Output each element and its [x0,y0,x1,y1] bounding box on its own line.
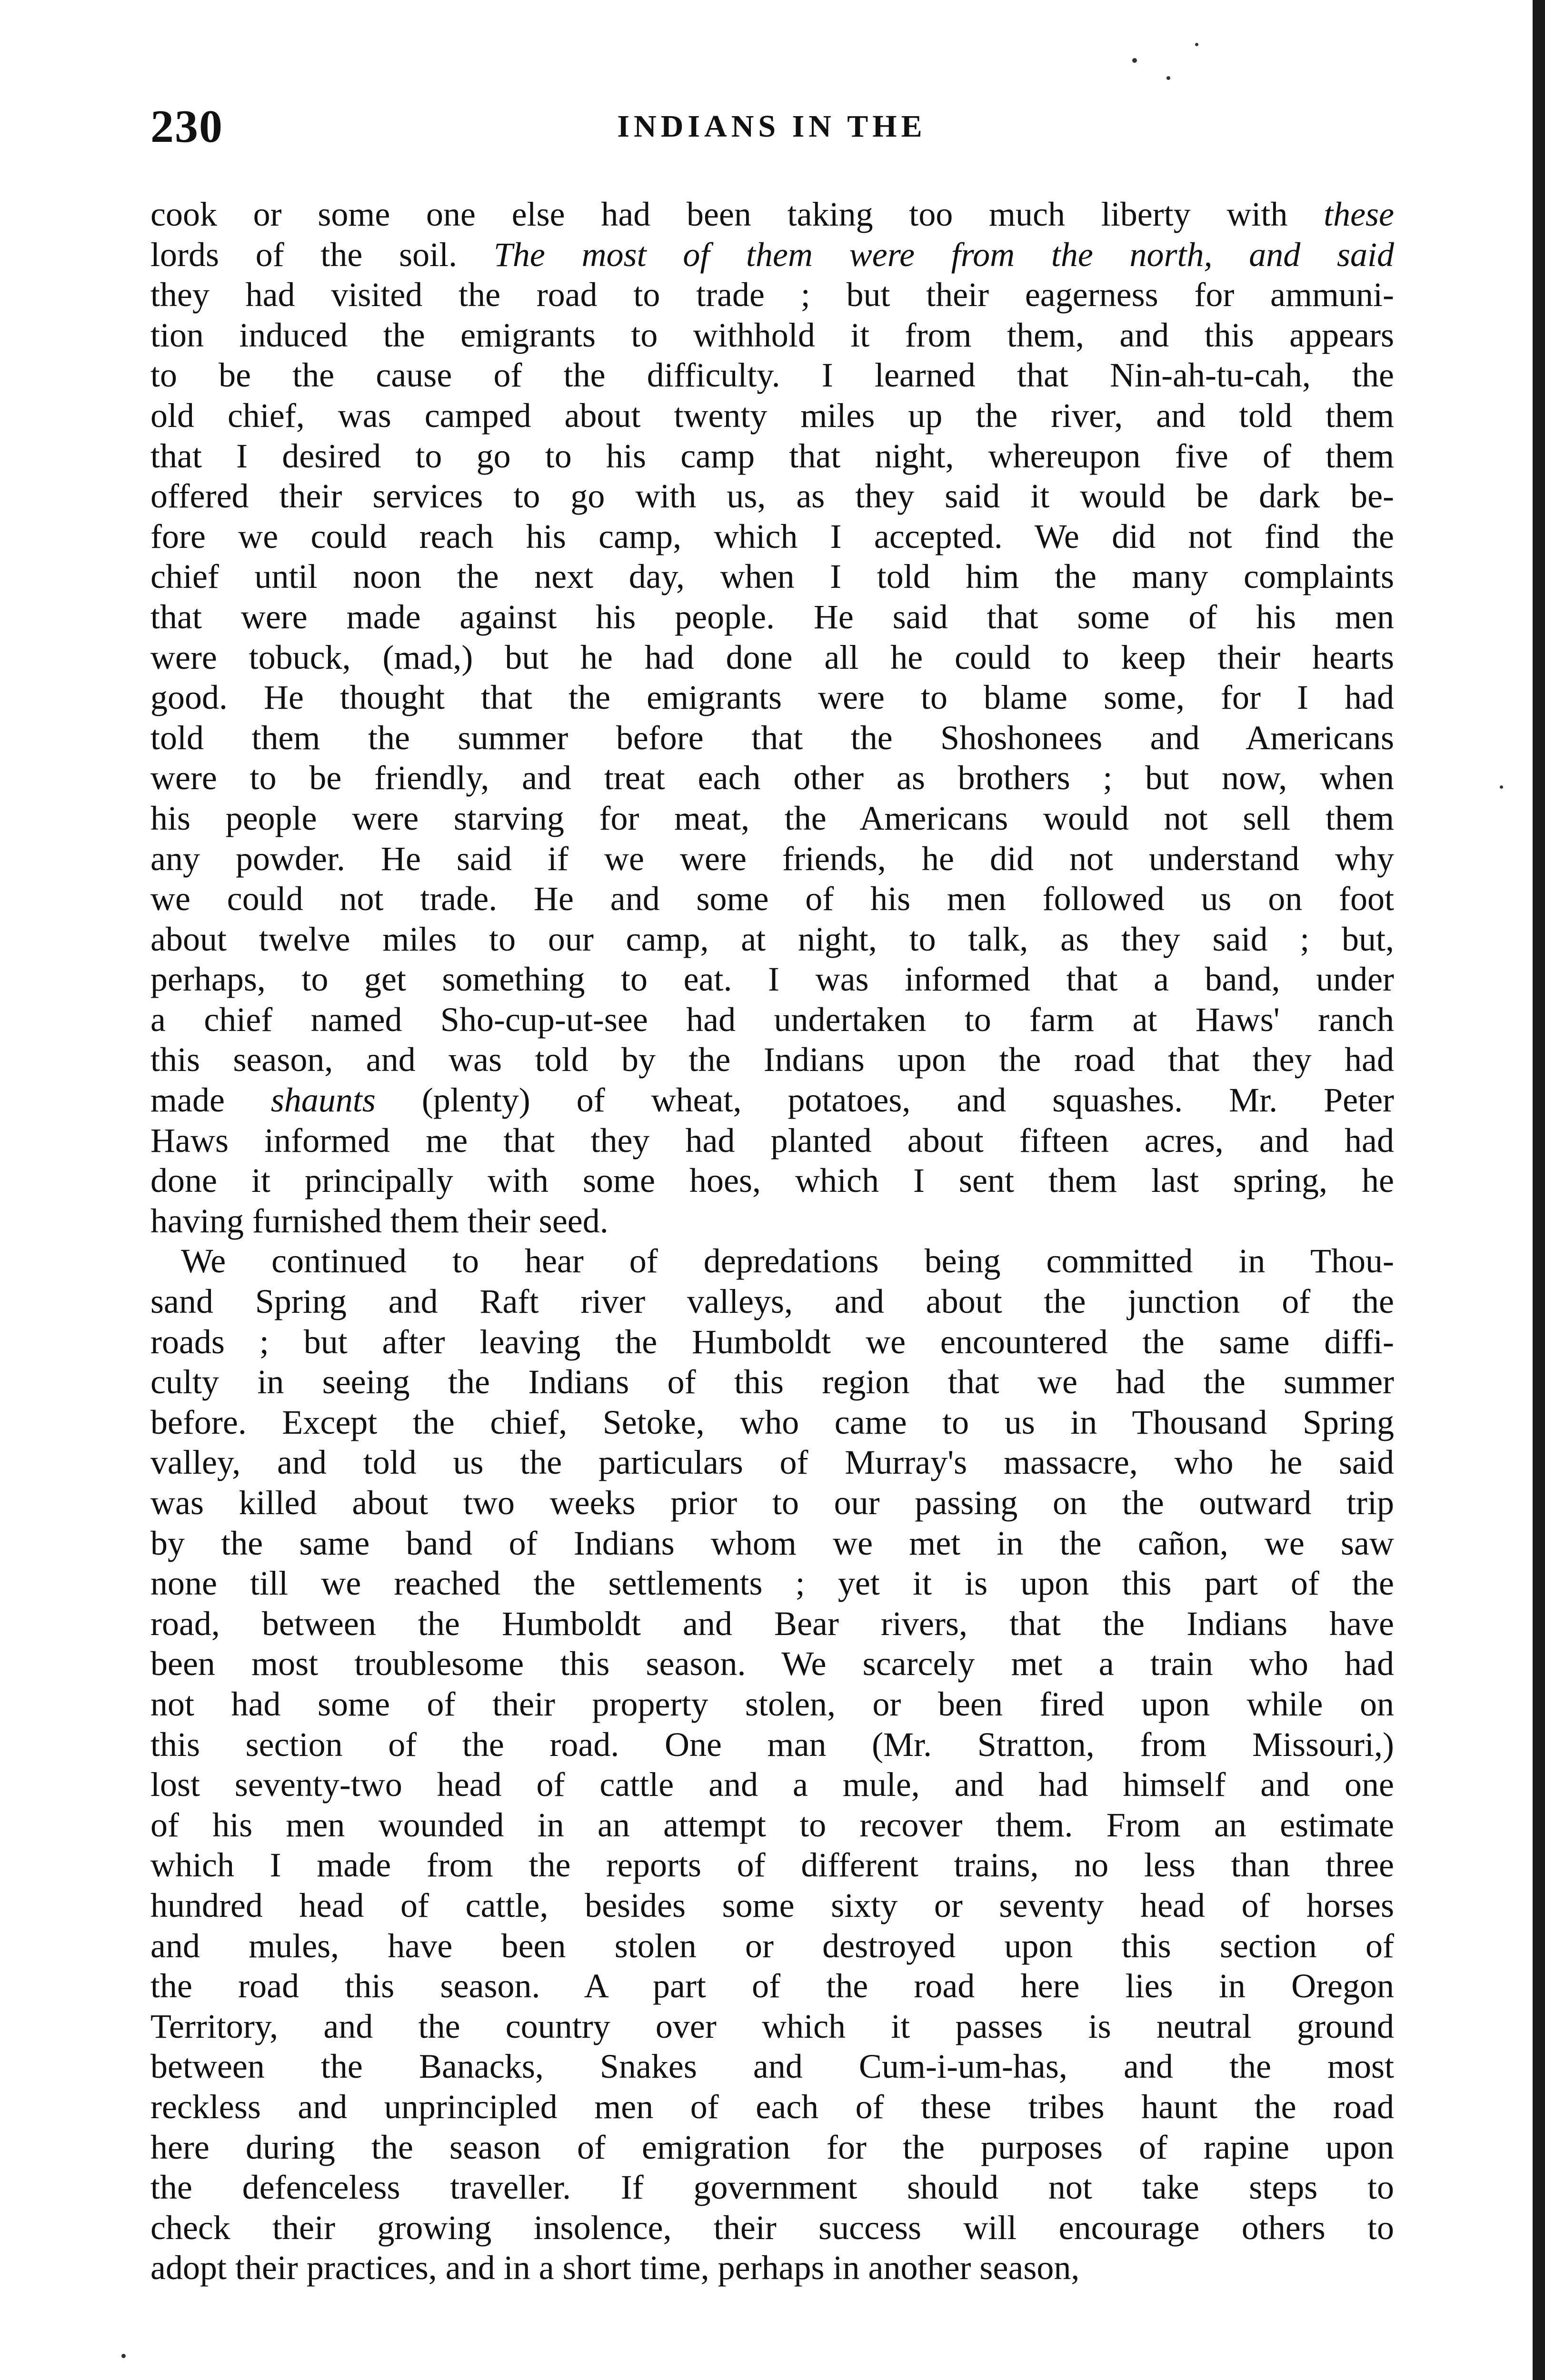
text-line [150,1402,1394,1443]
text-run: and mules, have been stolen or destroyed upon this section of [150,1926,1394,1965]
text-line [150,2167,1394,2208]
text-line [150,1362,1394,1402]
text-run: we could not trade. He and some of his men followed us on foot [150,880,1394,918]
text-line [150,1684,1394,1725]
text-run: of his men wounded in an attempt to recover them. From an estimate [150,1805,1394,1844]
text-run: valley, and told us the particulars of Murray's massacre, who he said [150,1443,1394,1482]
text-line [150,798,1394,839]
text-run: Haws informed me that they had planted about fifteen acres, and had [150,1121,1394,1160]
text-line [150,919,1394,960]
text-line [150,1483,1394,1523]
text-line [150,2127,1394,2168]
text-run: not had some of their property stolen, or been fired upon while on [150,1685,1394,1723]
scan-edge-right [1533,0,1545,2380]
text-line [150,1644,1394,1684]
text-run: this season, and was told by the Indians upon the road that they had [150,1041,1394,1079]
text-line [150,2006,1394,2047]
text-run: done it principally with some hoes, which I sent them last spring, he [150,1161,1394,1200]
text-line [150,275,1394,315]
text-line [150,476,1394,516]
text-run: before. Except the chief, Setoke, who came to us in Thousand Spring [150,1403,1394,1441]
text-run: they had visited the road to trade ; but their eagerness for ammuni- [150,276,1394,314]
text-line [150,315,1394,356]
text-line [150,879,1394,919]
text-line [150,2087,1394,2127]
text-line [150,355,1394,396]
italic-text: shaunts [270,1081,376,1120]
text-line [150,436,1394,476]
page-number: 230 [150,101,223,152]
text-run: about twelve miles to our camp, at night, to talk, as they said ; but, [150,920,1394,958]
text-run: (plenty) of wheat, potatoes, and squashes. Mr. Peter [375,1081,1395,1120]
text-line [150,1845,1394,1885]
dust-speck [121,2354,126,2358]
text-line [150,758,1394,798]
text-line [150,2208,1394,2248]
text-run: old chief, was camped about twenty miles up the river, and told them [150,396,1394,435]
text-line [150,2248,1394,2288]
text-line [150,1442,1394,1483]
text-run: none till we reached the settlements ; yet it is upon this part of the [150,1564,1394,1603]
text-line [150,1322,1394,1362]
text-line [150,1281,1394,1322]
text-line [150,597,1394,637]
text-line [150,1201,1394,1241]
text-run: here during the season of emigration for the purposes of rapine upon [150,2128,1394,2166]
text-run: check their growing insolence, their success will encourage others to [150,2208,1394,2247]
text-run: this section of the road. One man (Mr. Stratton, from Missouri,) [150,1725,1394,1764]
text-run: by the same band of Indians whom we met in the cañon, we saw [150,1524,1394,1562]
text-run: any powder. He said if we were friends, he did not understand why [150,839,1394,878]
text-run: tion induced the emigrants to withhold it from them, and this appears [150,316,1394,354]
text-line [150,556,1394,597]
text-line [150,1966,1394,2006]
text-line [150,1000,1394,1040]
dust-speck [1132,58,1137,63]
text-line [150,1604,1394,1644]
text-line [150,1725,1394,1765]
text-run: the road this season. A part of the road here lies in Oregon [150,1967,1394,2005]
text-line [150,1080,1394,1121]
text-line [150,839,1394,879]
text-run: sand Spring and Raft river valleys, and about the junction of the [150,1282,1394,1321]
text-line [150,1523,1394,1564]
text-line [150,1160,1394,1201]
text-line [150,1241,1394,1281]
text-run: hundred head of cattle, besides some sixty or seventy head of horses [150,1886,1394,1924]
text-run: were to be friendly, and treat each other as brothers ; but now, when [150,759,1394,797]
dust-speck [1166,76,1170,80]
text-run: which I made from the reports of different trains, no less than three [150,1846,1394,1884]
text-run: was killed about two weeks prior to our passing on the outward trip [150,1484,1394,1522]
text-line [150,1805,1394,1845]
text-run: lost seventy-two head of cattle and a mule, and had himself and one [150,1765,1394,1804]
text-run: perhaps, to get something to eat. I was informed that a band, under [150,960,1394,999]
text-line [150,1040,1394,1080]
text-run: his people were starving for meat, the Americans would not sell them [150,799,1394,837]
text-run: chief until noon the next day, when I told him the many complaints [150,557,1394,596]
text-run: between the Banacks, Snakes and Cum-i-um-has, and the most [150,2047,1394,2086]
text-run: a chief named Sho-cup-ut-see had undertaken to farm at Haws' ranch [150,1000,1394,1039]
text-run: culty in seeing the Indians of this region that we had the summer [150,1363,1394,1401]
text-run: roads ; but after leaving the Humboldt we encountered the same diffi- [150,1322,1394,1361]
text-run: reckless and unprincipled men of each of these tribes haunt the road [150,2087,1394,2126]
text-line [150,1885,1394,1926]
text-run: having furnished them their seed. [150,1201,608,1240]
text-line [150,194,1394,235]
text-run: cook or some one else had been taking too much liberty with [150,195,1324,233]
text-line [150,1563,1394,1604]
text-line [150,1765,1394,1805]
running-head [150,100,1393,157]
italic-text: these [1324,195,1394,233]
dust-speck [1500,785,1503,789]
text-run: the defenceless traveller. If government should not take steps to [150,2168,1394,2207]
italic-text: The most of them were from the north, and said [457,235,1394,274]
text-run: lords of the soil. [150,235,458,274]
dust-speck [1195,43,1198,46]
paragraph [150,1241,1394,2288]
text-run: We continued to hear of depredations being committed in Thou- [181,1242,1394,1280]
text-run: were tobuck, (mad,) but he had done all he could to keep their hearts [150,638,1394,676]
text-run: been most troublesome this season. We scarcely met a train who had [150,1645,1394,1683]
text-run: fore we could reach his camp, which I accepted. We did not find the [150,517,1394,555]
text-line [150,2046,1394,2087]
text-line [150,1121,1394,1161]
text-run: that were made against his people. He said that some of his men [150,597,1394,636]
text-line [150,959,1394,1000]
text-run: that I desired to go to his camp that night, whereupon five of them [150,436,1394,475]
paragraph [150,194,1394,1241]
text-run: good. He thought that the emigrants were to blame some, for I had [150,678,1394,717]
text-line [150,516,1394,557]
text-line [150,235,1394,275]
text-run: to be the cause of the difficulty. I learned that Nin-ah-tu-cah, the [150,356,1394,395]
text-run: offered their services to go with us, as they said it would be dark be- [150,477,1394,516]
text-line [150,677,1394,718]
text-run: Territory, and the country over which it passes is neutral ground [150,2007,1394,2045]
text-line [150,718,1394,758]
text-run: made [150,1081,271,1120]
running-title: INDIANS IN THE [617,109,927,144]
text-line [150,637,1394,678]
text-line [150,1926,1394,1966]
text-run: adopt their practices, and in a short time, perhaps in another season, [150,2249,1080,2287]
text-run: road, between the Humboldt and Bear rivers, that the Indians have [150,1604,1394,1643]
body-text [150,194,1394,2288]
text-run: told them the summer before that the Shoshonees and Americans [150,718,1394,757]
text-line [150,396,1394,436]
